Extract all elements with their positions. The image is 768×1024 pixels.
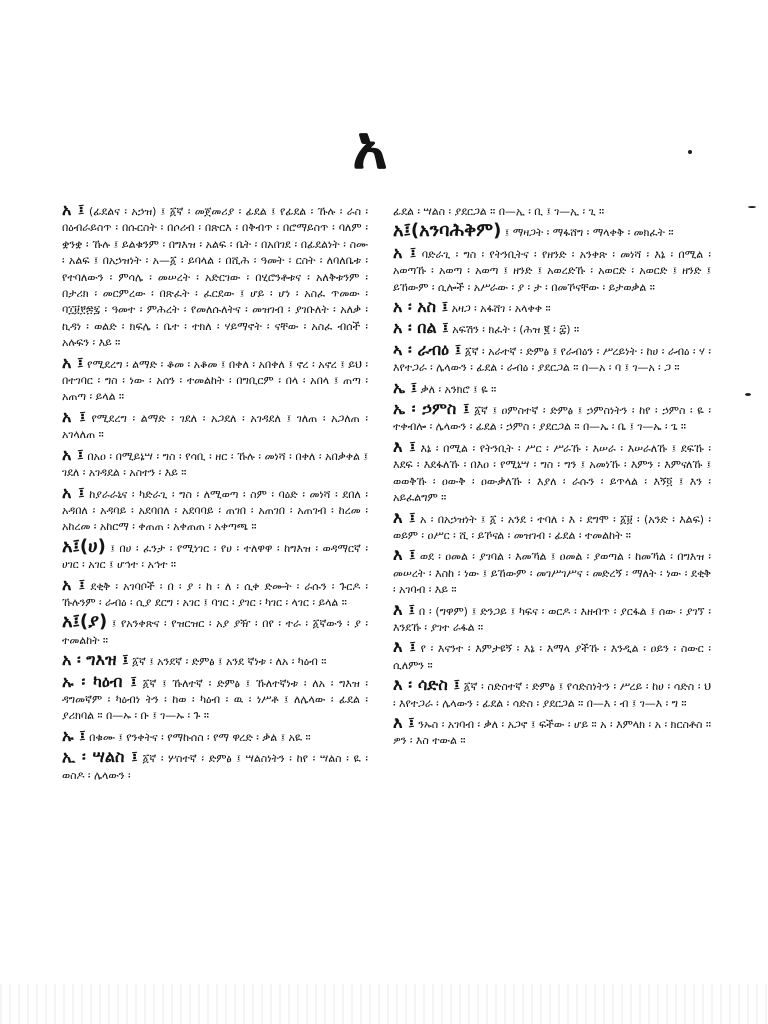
entry-definition: የሚደረግ ፡ ልማድ ፡ ቆመ ፡ አቆመ ፤ በቀለ ፡ አበቀለ ፤ ኖረ ፡ አኖረ ፤ ይህ ፡ በተገባር ፡ ግስ ፡ ነው ፡ አሰን ፡ ተመልከት ፡ በግቢርም ፡ በላ ፡ አበላ ፤ ጠጣ ፡ አጠጣ ፡ ይላል ። (62, 357, 368, 404)
entry-definition: አዛጋ ፡ አፋሸገ ፡ አላቀቀ ። (448, 302, 551, 316)
entry-headword: አ ፤ (62, 574, 86, 594)
entry-definition: ፊደል ፡ ሣልስ ፡ ያደርጋል ። በ—ኢ ፡ ቢ ፤ ገ—ኢ ፡ ጊ ። (393, 205, 605, 218)
entry-headword: እ ፤ (393, 507, 416, 527)
entry-headword: አ ፡ በል ፤ (393, 318, 449, 338)
entry-headword: አ፤(ሀ) (62, 535, 106, 557)
entry-definition: በቁሙ ፤ የንቀትና ፡ የማኩሰስ ፡ የማ ዋረድ ፡ ቃል ፤ አዪ ። (85, 730, 311, 744)
entry-headword: እ ፤ (393, 637, 416, 657)
entry-definition: ቃለ ፡ አንክሮ ፤ ዬ ። (417, 382, 497, 396)
dictionary-entry (393, 377, 711, 398)
entry-headword: አ ፤ (62, 200, 85, 219)
entry-headword: አ፤(ያ) (62, 611, 108, 633)
dictionary-entry (393, 220, 711, 242)
entry-headword: እ ፡ ሳድስ ፤ (393, 675, 461, 695)
entry-headword: አ ፤ (62, 352, 84, 372)
entry-headword: ኡ ፤ (62, 725, 86, 745)
entry-definition: ንኡስ ፡ አገባብ ፡ ቃለ ፡ አጋኖ ፤ ፍችው ፡ ሆይ ። አ ፡ እምላክ ፡ አ ፡ ክርስቶስ ። ዎን ፡ እስ ተውል ። (393, 717, 711, 748)
scan-speck (748, 206, 756, 208)
dictionary-entry (393, 339, 711, 377)
entry-headword: አ ፡ አስ ፤ (393, 297, 449, 317)
entry-definition: ደቂቅ ፡ አገባቦች ፡ በ ፡ ያ ፡ ከ ፡ ለ ፡ ሲቀ ድሙት ፡ ራሱን ፡ ጉርዶ ፡ ኹሉንም ፡ ራብዕ ፡ ሲያ ደርግ ፡ አገር ፤ ባገር ፡ ያገር ፡ ካገር ፡ ላገር ፡ ይላል ። (62, 579, 368, 609)
dictionary-entry (62, 352, 368, 406)
entry-definition: ፩ኛ ፡ አራተኛ ፡ ድምፅ ፤ የራብዕን ፡ ሥረይነት ፡ ከሀ ፡ ራብዕ ፡ ሃ ፡ እየተጋራ ፡ ሌላውን ፡ ፊደል ፡ ራብዕ ፡ ያደርጋል ። በ—አ ፡ ባ ፤ ገ—አ ፡ ጋ ። (393, 344, 711, 375)
dictionary-entry (62, 652, 368, 670)
entry-definition: ፩ኛ ፡ ሦስተኛ ፡ ድምፅ ፤ ሣልስነትን ፡ ከየ ፡ ሣልስ ፡ ዪ ፡ ወስዶ ፡ ሌላውን ፡ (62, 752, 368, 782)
dictionary-entry (393, 320, 711, 338)
dictionary-entry (393, 507, 712, 545)
dictionary-entry (62, 444, 368, 482)
scan-speck (745, 393, 751, 396)
dictionary-entry (62, 725, 368, 746)
entry-definition: አ ፡ በአኃዝነት ፤ ፩ ፡ አንደ ፡ ተባለ ፡ እ ፡ ደግሞ ፡ ፩፱ ፡ (አንድ ፡ እልፍ) ፡ ወይም ፡ ዐሥር ፡ ሺ ፡ ይኾናል ፡ መዝገብ ፡ ፊደል ፡ ተመልከት ። (393, 512, 712, 542)
entry-headword: አ ፤ (62, 444, 84, 464)
entry-headword: ኡ ፡ ካዕብ ፤ (62, 671, 137, 691)
dictionary-entry (62, 749, 368, 784)
dictionary-entry (393, 401, 711, 436)
entry-definition: ፩ኛ ፤ አንደኛ ፡ ድምፅ ፤ አንደ ኛነቱ ፡ ለአ ፡ ካዕብ ። (128, 655, 327, 669)
dictionary-entry (393, 639, 711, 674)
entry-definition: እኔ ፡ በሚል ፡ የትንቢት ፡ ሥር ፡ ሥራኹ ፡ እሠራ ፡ እሠራለኹ ፤ ደፍኹ ፡ እደፍ ፡ እደፋለኹ ፡ በእዐ ፡ የሚኒሣ ፡ ግስ ፡ ግን ፤ አመነኹ ፡ እምን ፡ እምናለኹ ፤ ወወቅኹ ፡ ዐውቅ ፡ ዐውቃለኹ ፡ እያለ ፡ ራሱን ፡ ይጥላል ፡ እኝ፬ ፤ እን ፡ አይፈልግም ። (393, 441, 711, 505)
entry-headword: አ ፤ (62, 482, 85, 502)
entry-definition: አፍሽን ፡ ክፈት ፡ (ሕዝ ፪ ፡ ፰) ። (448, 323, 580, 337)
entry-headword: አ፤(አንባሕቅም) (393, 220, 502, 242)
entry-headword: ኤ ፤ (393, 377, 418, 397)
dictionary-entry (393, 436, 711, 507)
entry-headword: እ ፤ (393, 599, 416, 619)
entry-definition: የ ፡ እናንተ ፡ እምታዩኝ ፡ እኔ ፡ እማላ ያችኹ ፡ እንዲል ፡ ዐይን ፡ ስውር ፡ ሲለምን ። (393, 642, 711, 672)
entry-headword: እ ፤ (393, 545, 416, 565)
dictionary-entry (62, 671, 368, 725)
dictionary-entry (62, 202, 368, 352)
entry-definition: ከያራራኒና ፡ ካድራጊ ፡ ግስ ፡ ለሚወጣ ፡ ስም ፡ ባዕድ ፡ መነሻ ፡ ደበለ ፡ አዳበለ ፡ አዳባይ ፡ አደባበለ ፡ አደባባይ ፡ ጠገበ ፡ አጠገበ ፡ አጠገብ ፡ ከረመ ፡ አከረመ ፡ አከርማ ፡ ቀጠጠ ፡ አቀጠጠ ፡ አቀጣጫ ። (62, 487, 368, 534)
dictionary-entry (393, 712, 711, 750)
entry-definition: በ ፡ (ግዋም) ፤ ድንጋይ ፤ ካፍና ፡ ወርዶ ፡ እዘብጥ ፡ ያርፋል ፤ ሰው ፡ ያገኘ ፡ እንደኹ ፡ ያገተ ራፋል ። (393, 604, 712, 634)
dictionary-entry (62, 611, 368, 649)
entry-definition: ፩ኛ ፤ ዐምስተኛ ፡ ድምፅ ፤ ኃምስነትን ፡ ከየ ፡ ኃምስ ፡ ዬ ፡ ተቀብሎ ፡ ሌላውን ፡ ፊደል ፡ ኃምስ ፡ ያደርጋል ። በ—ኤ ፡ ቤ ፤ ገ—ኤ ፡ ጌ ። (393, 404, 711, 434)
entry-headword: አ ፤ (62, 406, 86, 426)
dictionary-entry (62, 535, 368, 574)
entry-definition: ፤ የአንቀጽና ፡ የዝርዝር ፡ አያ ያዥ ፡ በየ ፡ ተራ ፡ ፩ኛውን ፡ ያ ፡ ተመልከት ። (62, 617, 368, 647)
dictionary-entry (393, 599, 712, 637)
entry-definition: ፤ በሀ ፡ ፈንታ ፡ የሚነገር ፡ የሀ ፡ ተለዋዋ ፡ ከግእዝ ፡ ወዳማርኛ ፡ ሀገር ፡ አገር ፤ ሆኅተ ፡ አኅተ ። (62, 541, 368, 572)
dictionary-entry (393, 677, 711, 712)
entry-definition: ወደ ፡ ዐመል ፡ ያገባል ፡ እመኻል ፤ ዐመል ፡ ያወጣል ፡ ከመኻል ፡ በግእዝ ፡ መሠረት ፡ እስከ ፡ ነው ፤ ይኸውም ፡ መገሥገሥና ፡ መድረኝ ፡ ማለት ፡ ነው ፡ ደቂቅ ፡ አገባብ ፡ እይ ። (393, 550, 711, 597)
entry-headword: ኢ ፡ ሣልስ ፤ (62, 747, 138, 767)
scan-speck (688, 150, 692, 154)
dictionary-entry (393, 242, 711, 296)
dictionary-entry (62, 574, 368, 612)
entry-definition: (ፊደልና ፡ አኃዝ) ፤ ፩ኛ ፡ መጀመሪያ ፡ ፊደል ፤ የፊደል ፡ ኹሉ ፡ ራስ ፡ በዕብራይስጥ ፡ በሱርስት ፡ በሶሪብ ፡ በጽርእ ፡ በቅብጥ ፡ በሮማይስጥ ፡ ባለም ፡ ቋንቋ ፡ ኹሉ ፤ ይልቁንም ፡ በግእዝ ፡ አልፍ ፡ ቤት ፡ በአበገደ ፡ በፊደልነት ፡ ስሙ ፡ አልፍ ፤ በአኃዝነት ፡ አ—፩ ፡ ይባላል ፡ በሺሕ ፡ ዓመት ፡ ርስት ፡ ለባለቤቱ ፡ የተባለውን ፡ ምሳሌ ፡ መሠረት ፡ አድርገው ፡ በሂሮንቶቱና ፡ አለቅቱንም ፡ በታሪክ ፡ መርምረው ፡ በጽፈት ፡ ፈርደው ፤ ሆይ ፡ ሆነ ፡ አስፈ ጥመው ፡ ባ፲፱፻፷፯ ፡ ዓመተ ፡ ምሕረት ፡ የመለሱለትና ፡ መዝገብ ፡ ያገቡለት ፡ አለቃ ፡ ኪዳነ ፡ ወልድ ፡ ክፍሌ ፡ ቤተ ፡ ተክለ ፡ ሃይማኖት ፡ ናቸው ፡ አስፈ ብሰች ፡ አሉፍን ፡ እይ ። (62, 205, 368, 350)
right-column (393, 202, 711, 753)
dictionary-entry (62, 406, 368, 444)
dictionary-entry (62, 482, 368, 536)
dictionary-entry (393, 547, 711, 598)
entry-definition: የሚደረግ ፡ ልማድ ፡ ገደለ ፡ አጋደለ ፡ አገዳደለ ፤ ገለጠ ፡ አጋለጠ ፡ አገላለጠ ። (62, 411, 368, 442)
entry-definition: ፩ኛ ፡ ስድስተኛ ፡ ድምፅ ፤ የሳድስነትን ፡ ሥረይ ፡ ከሀ ፡ ሳድስ ፡ ህ ፡ እየተጋራ ፡ ሌላውን ፡ ፊደል ፡ ሳድስ ፡ ያደርጋል ። በ—እ ፡ ብ ፤ ገ—እ ፡ ግ ። (393, 680, 711, 710)
dictionary-entry (393, 202, 711, 220)
entry-headword: ኤ ፡ ኃምስ ፤ (393, 399, 470, 419)
scan-noise-strip (0, 984, 768, 1024)
entry-headword: እ ፤ (393, 712, 415, 732)
left-column (62, 202, 368, 787)
entry-definition: ባድራጊ ፡ ግስ ፡ የትንቢትና ፡ የዘንድ ፡ አንቀጽ ፡ መነሻ ፡ እኔ ፡ በሚል ፡ አወጣኹ ፡ አወጣ ፡ አወጣ ፤ ዘንድ ፤ አወረድኹ ፡ አወርድ ፡ አወርድ ፤ ዘንድ ፤ ይኸውም ፡ ሲሎች ፡ አሥራው ፡ ያ ፡ ታ ፡ በመኾናቸው ፡ ይታወቃል ። (393, 247, 711, 294)
entry-definition: ፩ኛ ፤ ኹለተኛ ፡ ድምፅ ፤ ኹለተኛነቱ ፡ ለአ ፡ ግእዝ ፡ ዳግመኛም ፡ ካዕብነ ትን ፡ ከወ ፡ ካዕብ ፡ ዉ ፡ ነሥቶ ፤ ለሌላው ፡ ፊደል ፡ ያሪክባል ። በ—ኡ ፡ ቡ ፤ ገ—ኡ ፡ ጉ ። (62, 676, 368, 723)
entry-headword: አ ፤ (393, 242, 417, 262)
entry-headword: ኣ ፡ ራብዕ ፤ (393, 339, 462, 359)
entry-definition: ፤ ማዛጋት ፡ ማፋሸግ ፡ ማላቀቅ ፡ መክፈት ። (501, 226, 674, 240)
entry-definition: በአዐ ፡ በሚይኔሣ ፡ ግስ ፡ የሳቢ ፡ ዘር ፡ ኹሉ ፡ መነሻ ፡ በቀለ ፡ አበቃቀል ፤ ገደለ ፡ አገዳደል ፡ አስተን ፡ እይ ። (62, 449, 368, 480)
entry-headword: አ ፡ ግእዝ ፤ (62, 650, 129, 670)
dictionary-entry (393, 299, 711, 317)
page-heading-letter: አ (352, 113, 388, 183)
entry-headword: እ ፤ (393, 436, 416, 456)
